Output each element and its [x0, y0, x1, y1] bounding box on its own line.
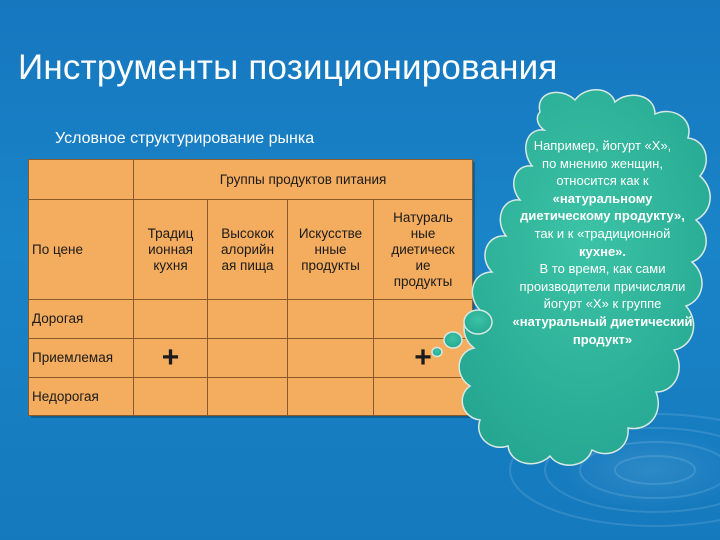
bubble-line: по мнению женщин, — [542, 155, 663, 171]
page-subtitle: Условное структурирование рынка — [55, 130, 315, 147]
bubble-line: Например, йогурт «Х», — [533, 138, 672, 153]
bubble-line: продукт» — [572, 331, 633, 347]
row-label-acceptable: Приемлемая — [29, 339, 134, 378]
bubble-line: производители причисляли — [519, 278, 686, 294]
price-header: По цене — [29, 200, 134, 300]
plus-mark-traditional: + — [134, 339, 208, 378]
bubble-line: В то время, как сами — [539, 261, 666, 277]
column-header-high-calorie: Высокок алорийн ая пища — [208, 200, 288, 300]
bubble-line: так и к «традиционной — [534, 225, 671, 241]
row-label-cheap: Недорогая — [29, 378, 134, 416]
bubble-line: «натуральному — [552, 190, 653, 206]
column-header-traditional: Традиц ионная кухня — [134, 200, 208, 300]
bubble-line: йогурт «Х» к группе — [543, 296, 662, 312]
group-header: Группы продуктов питания — [134, 160, 473, 200]
page-title: Инструменты позиционирования — [18, 48, 558, 87]
bubble-line: «натуральный диетический — [512, 313, 693, 329]
column-header-natural-dietary: Натураль ные диетическ ие продукты — [374, 200, 473, 300]
bubble-line: относится как к — [556, 173, 649, 189]
column-header-artificial: Искусстве нные продукты — [288, 200, 374, 300]
bubble-line: кухне». — [578, 243, 627, 259]
bubble-line: диетическому продукту», — [520, 208, 685, 224]
row-label-expensive: Дорогая — [29, 300, 134, 339]
plus-mark-natural: + — [374, 339, 473, 378]
bubble-text — [490, 137, 715, 348]
